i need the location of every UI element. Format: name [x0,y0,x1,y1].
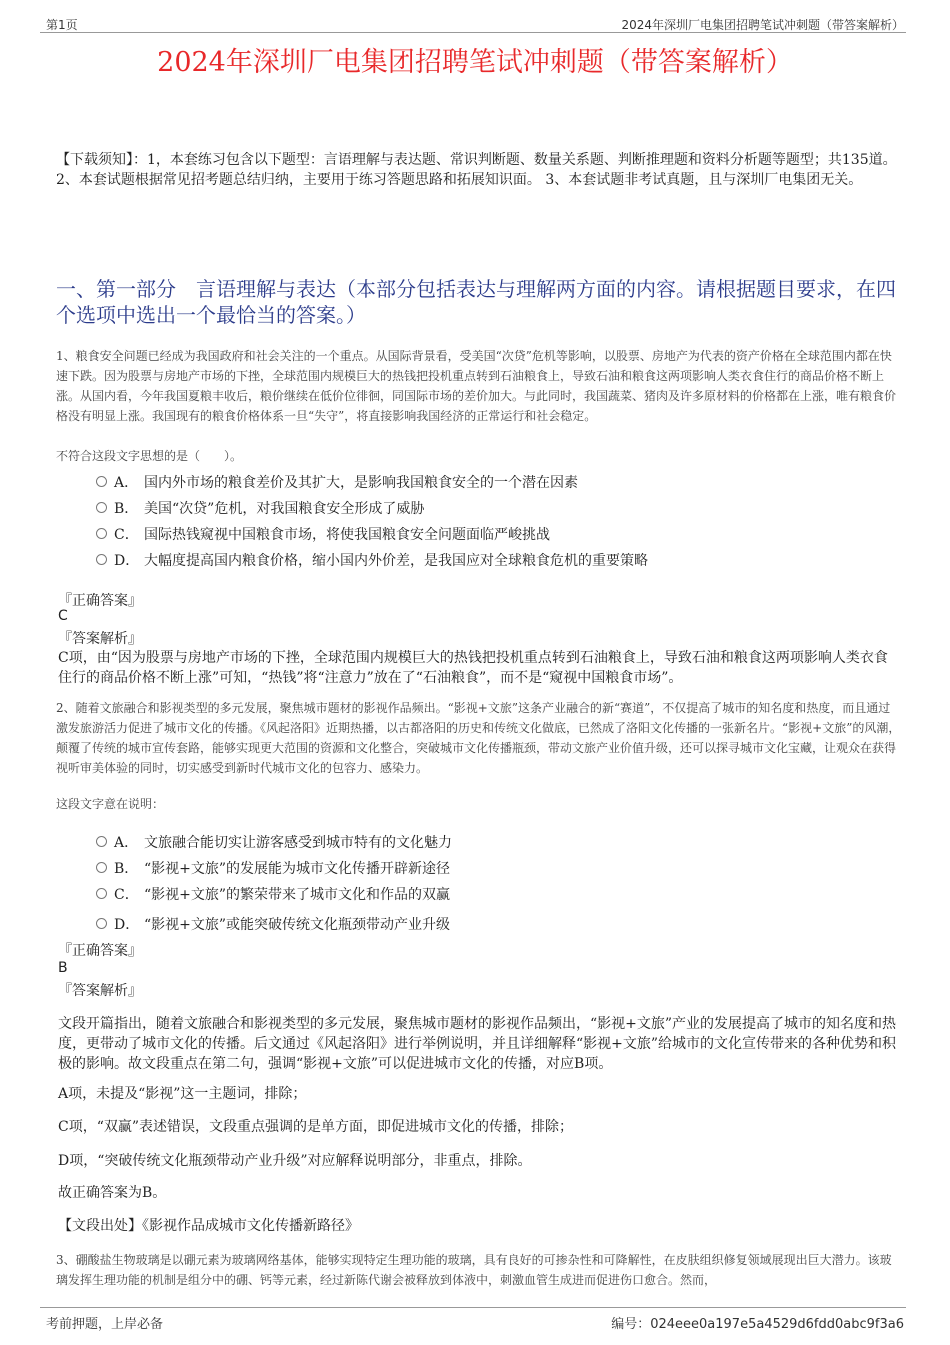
radio-icon[interactable] [96,476,107,487]
question-1-stem: 1、粮食安全问题已经成为我国政府和社会关注的一个重点。从国际背景看，受美国“次贷”危机等影响，以股票、房地产为代表的资产价格在全球范围内都在快速下跌。因为股票与房地产市场的下挫，全球范围内规模巨大的热钱把投机重点转到石油粮食上，导致石油和粮食这两项影响人类衣食住行的商品价格不断上涨。从国内看，今年我国夏粮丰收后，粮价继续在低价位徘徊，同国际市场的差价加大。与此同时，我国蔬菜、猪肉及许多原材料的价格都在上涨，唯有粮食价格没有明显上涨。我国现有的粮食价格体系一旦“失守”，将直接影响我国经济的正常运行和社会稳定。 [56,349,897,423]
option-text: 文旅融合能切实让游客感受到城市特有的文化魅力 [144,835,452,851]
footer-slogan: 考前押题，上岸必备 [46,1317,164,1332]
radio-icon[interactable] [96,554,107,565]
question-1-option-b[interactable] [96,496,896,518]
option-text: 国际热钱窥视中国粮食市场，将使我国粮食安全问题面临严峻挑战 [144,527,550,543]
question-2-option-d[interactable] [96,912,896,934]
radio-icon[interactable] [96,836,107,847]
question-1-analysis-label: 『答案解析』 [58,631,142,647]
document-code: 编号：024eee0a197e5a4529d6fdd0abc9f3a6 [611,1317,904,1332]
question-1-option-c[interactable] [96,522,896,544]
question-1-analysis: C项，由“因为股票与房地产市场的下挫，全球范围内规模巨大的热钱把投机重点转到石油粮食上，导致石油和粮食这两项影响人类衣食住行的商品价格不断上涨”可知，“热钱”将“注意力”放在了“石油粮食”，而不是“窥视中国粮食市场”。 [58,650,888,686]
radio-icon[interactable] [96,918,107,929]
option-text: 国内外市场的粮食差价及其扩大，是影响我国粮食安全的一个潜在因素 [144,475,578,491]
page-header [40,14,906,33]
question-1-option-d[interactable] [96,548,896,570]
question-2-analysis-label: 『答案解析』 [58,983,142,999]
question-2-stem: 2、随着文旅融合和影视类型的多元发展，聚焦城市题材的影视作品频出。“影视+文旅”这条产业融合的新“赛道”，不仅提高了城市的知名度和热度，而且通过激发旅游活力促进了城市文化的传播。《风起洛阳》近期热播，以古都洛阳的历史和传统文化做底，已然成了洛阳文化传播的一张新名片。“影视+文旅”的风潮，颠覆了传统的城市宣传套路，能够实现更大范围的资源和文化整合，突破城市文化传播瓶颈，带动文旅产业价值升级，还可以探寻城市文化宝藏，让观众在获得视听审美体验的同时，切实感受到新时代城市文化的包容力、感染力。 [56,701,901,775]
page-title: 2024年深圳厂电集团招聘笔试冲刺题（带答案解析） [157,47,793,78]
radio-icon[interactable] [96,862,107,873]
option-text: “影视+文旅”的发展能为城市文化传播开辟新途径 [144,861,451,877]
option-letter: A． [114,835,139,851]
question-2-note-a: A项，未提及“影视”这一主题词，排除； [58,1086,307,1102]
section-heading: 一、第一部分 言语理解与表达（本部分包括表达与理解两方面的内容。请根据题目要求，在四个选项中选出一个最恰当的答案。） [56,277,896,327]
question-2-option-c[interactable] [96,882,896,904]
option-letter: C． [114,527,139,543]
option-letter: B． [114,501,139,517]
option-letter: D． [114,917,140,933]
question-2-analysis: 文段开篇指出，随着文旅融合和影视类型的多元发展，聚焦城市题材的影视作品频出，“影视+文旅”产业的发展提高了城市的知名度和热度，更带动了城市文化的传播。后文通过《风起洛阳》进行举例说明，并且详细解释“影视+文旅”给城市的文化宣传带来的各种优势和积极的影响。故文段重点在第二句，强调“影视+文旅”可以促进城市文化的传播，对应B项。 [58,1016,897,1072]
question-1-prompt: 不符合这段文字思想的是（ ）。 [56,449,243,463]
question-3-stem: 3、硼酸盐生物玻璃是以硼元素为玻璃网络基体，能够实现特定生理功能的玻璃，具有良好的可掺杂性和可降解性，在皮肤组织修复领域展现出巨大潜力。该玻璃发挥生理功能的机制是组分中的硼、钙等元素，经过新陈代谢会被释放到体液中，刺激血管生成进而促进伤口愈合。然而， [56,1253,892,1287]
question-1-answer-label: 『正确答案』 [58,593,142,609]
option-text: “影视+文旅”或能突破传统文化瓶颈带动产业升级 [144,917,451,933]
option-letter: A． [114,475,139,491]
question-1-option-a[interactable] [96,470,896,492]
question-2-conclusion: 故正确答案为B。 [58,1185,167,1201]
question-2-answer-label: 『正确答案』 [58,943,142,959]
radio-icon[interactable] [96,888,107,899]
page-number: 第1页 [46,18,78,32]
option-text: “影视+文旅”的繁荣带来了城市文化和作品的双赢 [144,887,451,903]
header-doc-title: 2024年深圳厂电集团招聘笔试冲刺题（带答案解析） [621,18,904,32]
option-letter: D． [114,553,140,569]
download-notice: 【下载须知】：1，本套练习包含以下题型：言语理解与表达题、常识判断题、数量关系题、判断推理题和资料分析题等题型；共135道。 2、本套试题根据常见招考题总结归纳，主要用于练习答题思路和拓展知识面。 3、本套试题非考试真题，且与深圳厂电集团无关。 [56,152,897,188]
option-letter: B． [114,861,139,877]
question-2-option-b[interactable] [96,856,896,878]
radio-icon[interactable] [96,528,107,539]
question-2-note-d: D项，“突破传统文化瓶颈带动产业升级”对应解释说明部分，非重点，排除。 [58,1153,532,1169]
page-footer [40,1307,906,1330]
option-letter: C． [114,887,139,903]
question-1-answer: C [58,608,68,624]
question-2-prompt: 这段文字意在说明： [56,797,165,811]
question-2-answer: B [58,960,68,976]
radio-icon[interactable] [96,502,107,513]
question-2-option-a[interactable] [96,830,896,852]
option-text: 美国“次贷”危机，对我国粮食安全形成了威胁 [144,501,425,517]
option-text: 大幅度提高国内粮食价格，缩小国内外价差，是我国应对全球粮食危机的重要策略 [144,553,648,569]
question-2-source: 【文段出处】《影视作品成城市文化传播新路径》 [58,1218,359,1234]
question-2-note-c: C项，“双赢”表述错误，文段重点强调的是单方面，即促进城市文化的传播，排除； [58,1119,574,1135]
